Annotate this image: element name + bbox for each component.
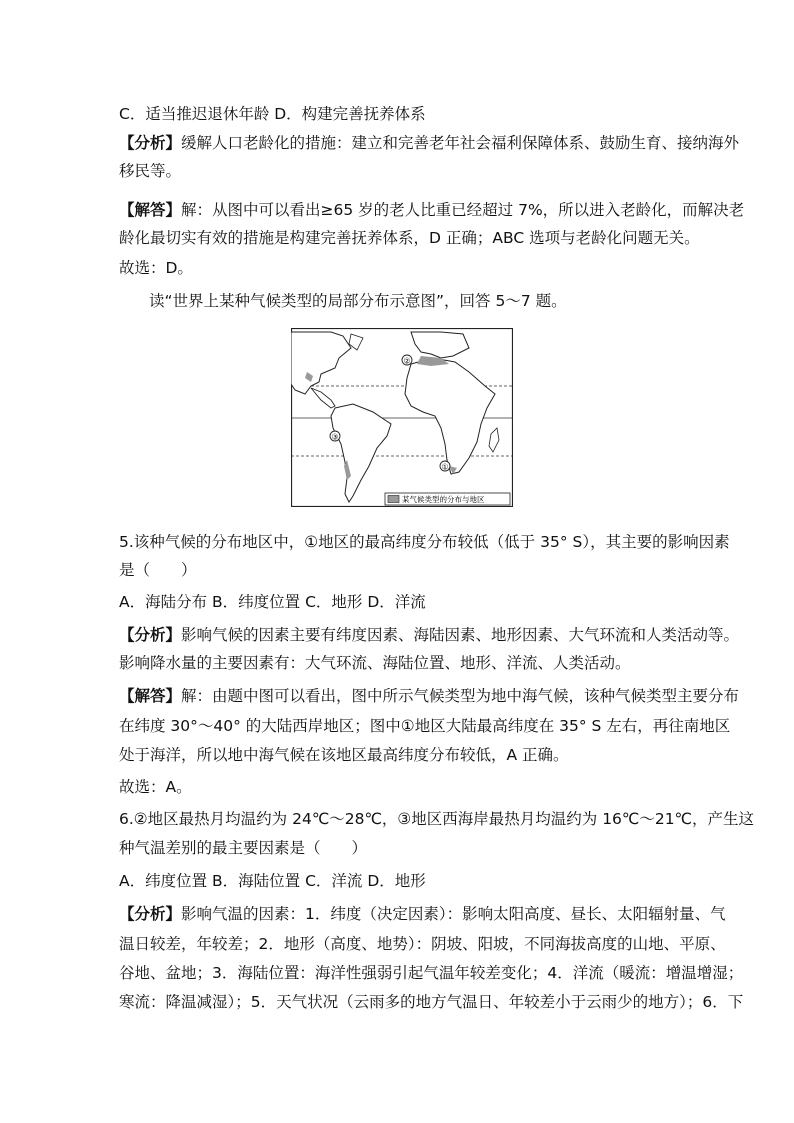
question-5-line-1: 5.该种气候的分布地区中，①地区的最高纬度分布较低（低于 35° S），其主要的影响因素 (119, 533, 730, 551)
answer-text: 解：从图中可以看出≥65 岁的老人比重已经超过 7%，所以进入老龄化，而解决老 (181, 201, 745, 219)
map-prompt: 读“世界上某种气候类型的局部分布示意图”，回答 5～7 题。 (149, 292, 567, 310)
analysis-1-line-1 (119, 133, 739, 153)
analysis-3-line-3: 谷地、盆地；3．海陆位置：海洋性强弱引起气温年较差变化；4．洋流（暖流：增温增湿； (119, 964, 744, 982)
analysis-3-line-4: 寒流：降温减湿）；5．天气状况（云雨多的地方气温日、年较差小于云雨少的地方）；6．下 (119, 993, 744, 1011)
question-6-options: A．纬度位置 B．海陆位置 C．洋流 D．地形 (119, 872, 426, 890)
answer-2-line-1 (119, 686, 739, 706)
legend-label: 某气候类型的分布与地区 (402, 495, 485, 504)
marker-3: ③ (331, 432, 339, 442)
analysis-label: 【分析】 (119, 905, 182, 923)
marker-1: ① (441, 462, 449, 472)
world-climate-map (291, 328, 513, 507)
answer-2-line-2: 在纬度 30°～40° 的大陆西岸地区；图中①地区大陆最高纬度在 35° S 左右，再往南地区 (119, 717, 731, 735)
analysis-1-line-2: 移民等。 (119, 162, 182, 180)
analysis-text: 影响气温的因素：1．纬度（决定因素）：影响太阳高度、昼长、太阳辐射量、气 (181, 905, 726, 923)
question-5-line-2: 是（ ） (119, 561, 197, 579)
analysis-2-line-2: 影响降水量的主要因素有：大气环流、海陆位置、地形、洋流、人类活动。 (119, 654, 631, 672)
answer-text: 解：由题中图可以看出，图中所示气候类型为地中海气候，该种气候类型主要分布 (181, 687, 740, 705)
answer-1-line-1 (119, 200, 744, 220)
choice-1: 故选：D。 (119, 259, 193, 277)
question-6-line-1: 6.②地区最热月均温约为 24℃～28℃，③地区西海岸最热月均温约为 16℃～21℃，产生这 (119, 810, 754, 828)
analysis-text: 缓解人口老龄化的措施：建立和完善老年社会福利保障体系、鼓励生育、接纳海外 (181, 134, 740, 152)
marker-2: ② (403, 356, 411, 366)
analysis-3-line-2: 温日较差，年较差；2．地形（高度、地势）：阴坡、阳坡，不同海拔高度的山地、平原、 (119, 935, 726, 953)
analysis-text: 影响气候的因素主要有纬度因素、海陆因素、地形因素、大气环流和人类活动等。 (181, 626, 740, 644)
legend-swatch (388, 496, 399, 503)
option-line-c-d: C．适当推迟退休年龄 D．构建完善抚养体系 (119, 105, 426, 123)
analysis-label: 【分析】 (119, 134, 182, 152)
question-5-options: A．海陆分布 B．纬度位置 C．地形 D．洋流 (119, 593, 426, 611)
analysis-label: 【分析】 (119, 626, 182, 644)
answer-2-line-3: 处于海洋，所以地中海气候在该地区最高纬度分布较低，A 正确。 (119, 746, 569, 764)
answer-1-line-2: 龄化最切实有效的措施是构建完善抚养体系，D 正确；ABC 选项与老龄化问题无关。 (119, 229, 700, 247)
analysis-2-line-1 (119, 625, 739, 645)
question-6-line-2: 种气温差别的最主要因素是（ ） (119, 839, 368, 857)
analysis-3-line-1 (119, 904, 726, 924)
answer-label: 【解答】 (119, 687, 182, 705)
choice-2: 故选：A。 (119, 778, 192, 796)
answer-label: 【解答】 (119, 201, 182, 219)
